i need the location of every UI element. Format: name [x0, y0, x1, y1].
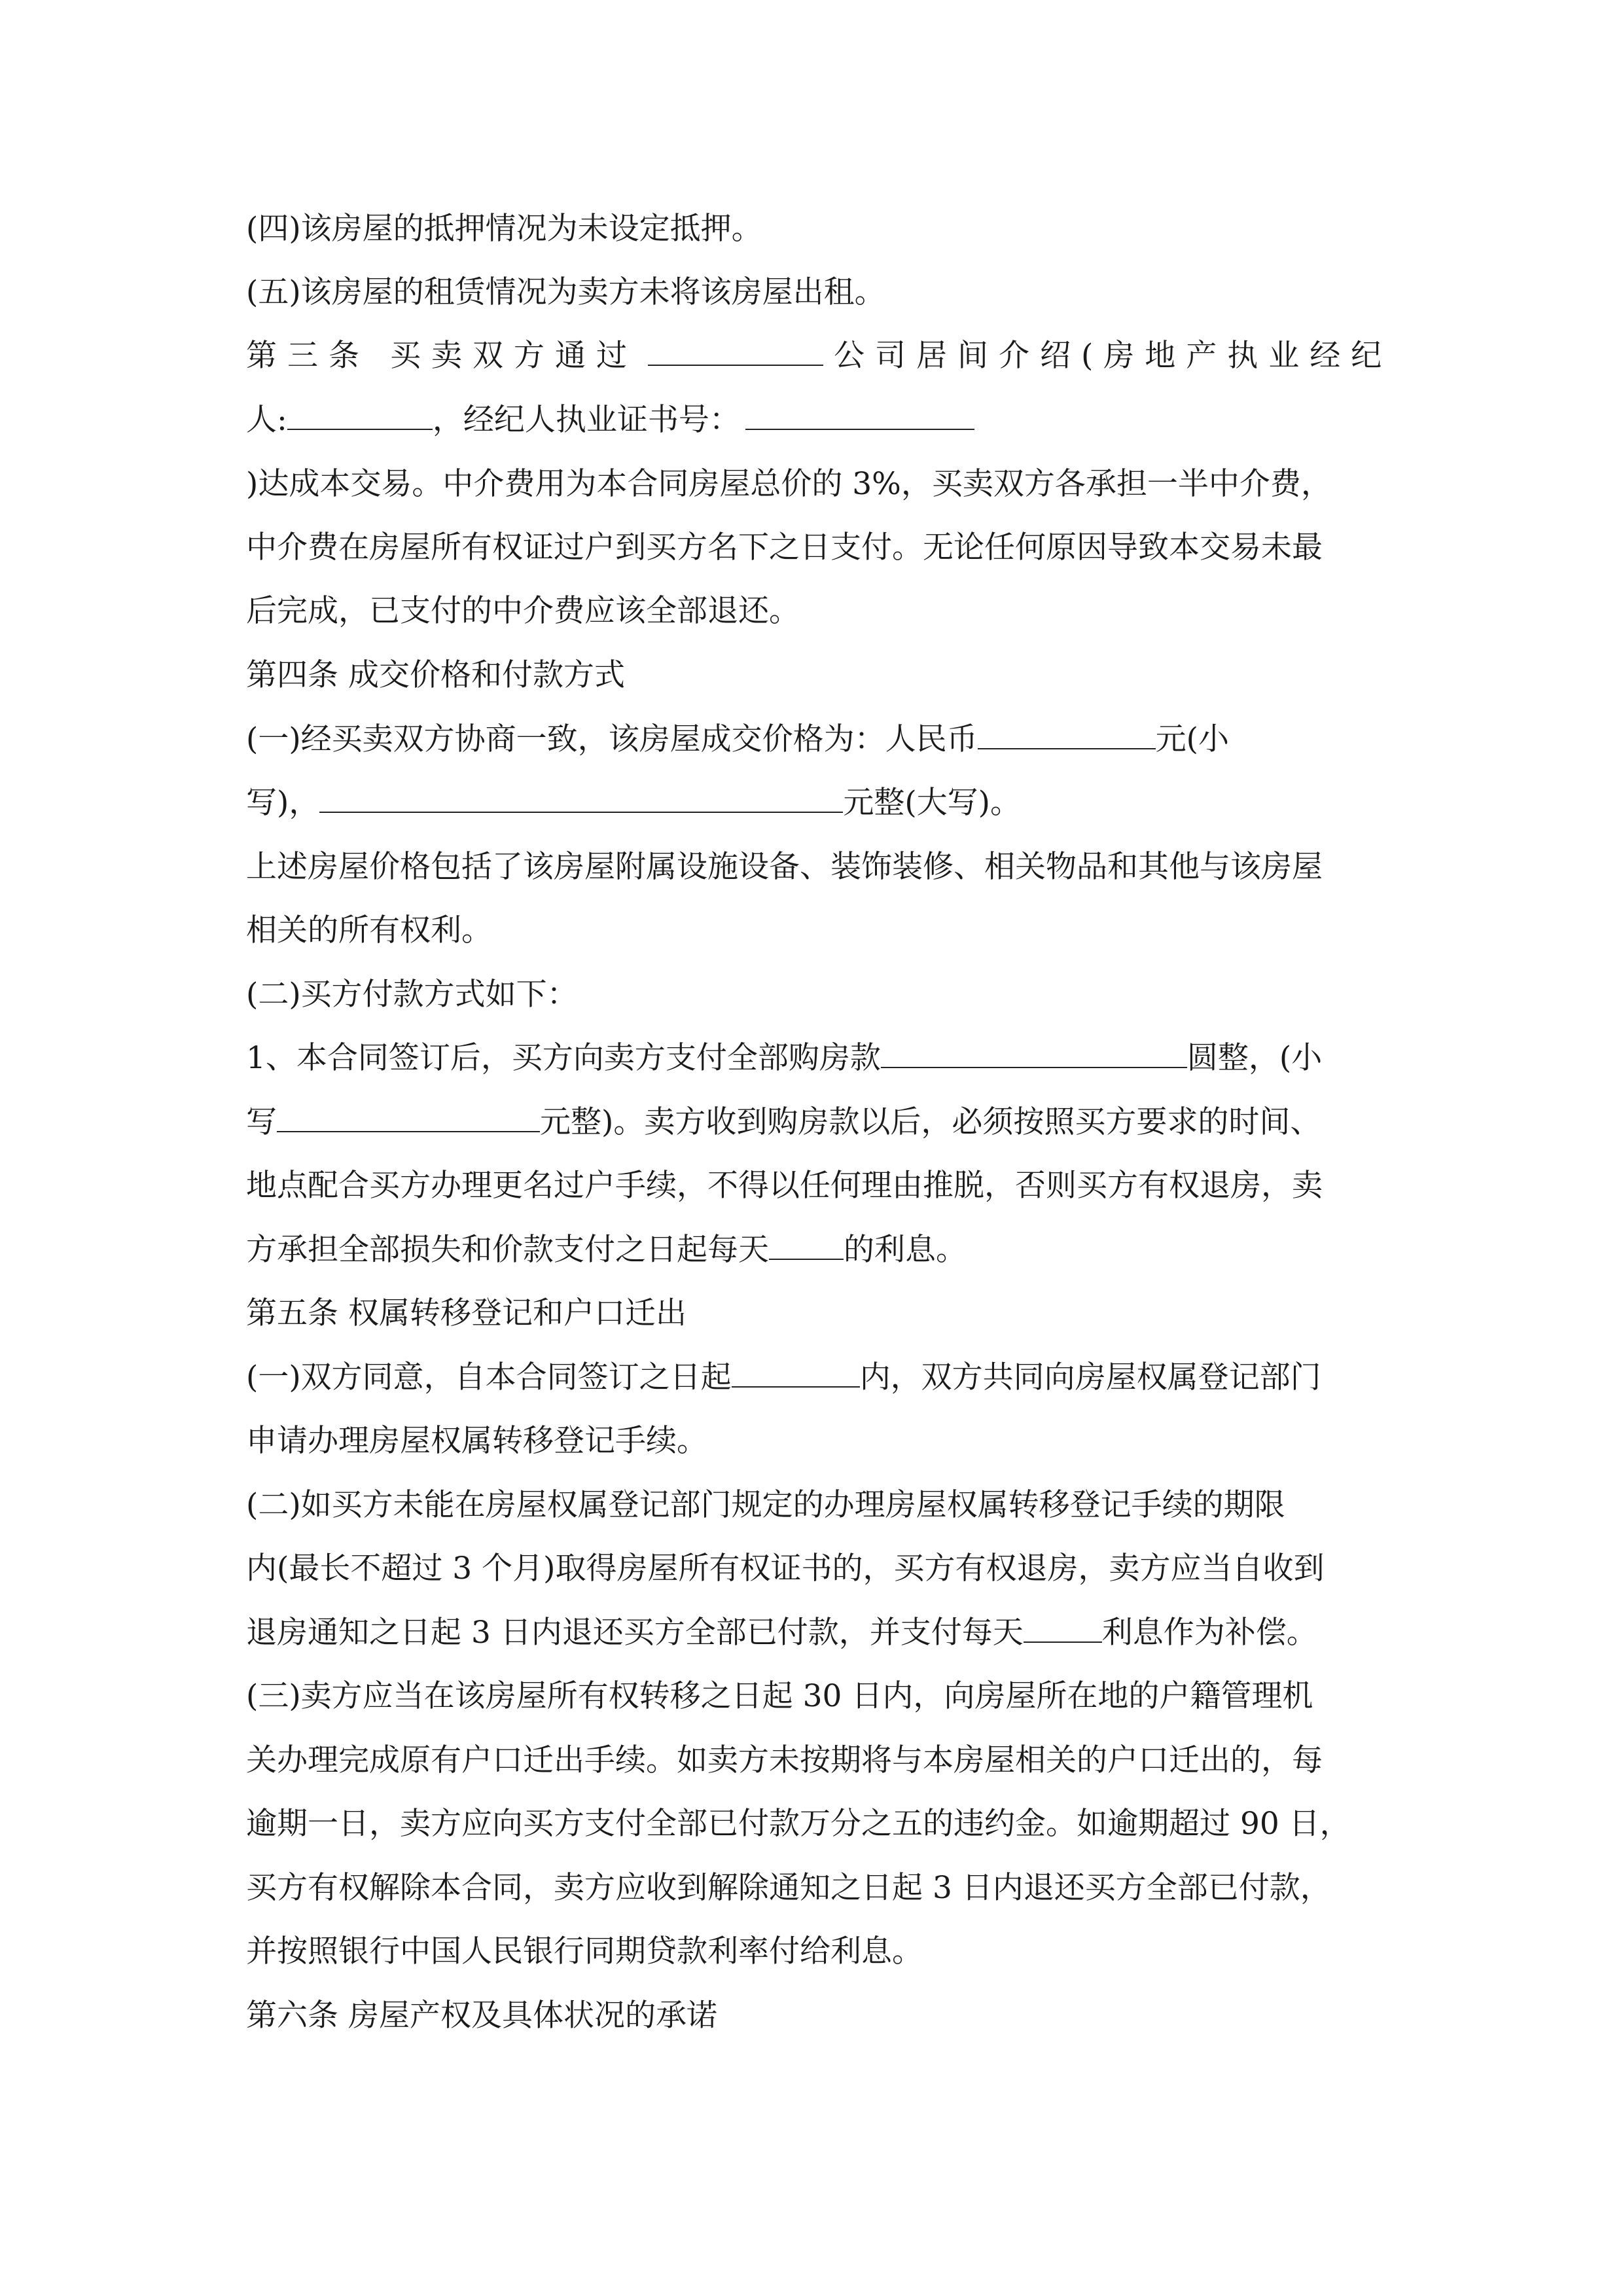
clause-5-heading: [246, 1294, 687, 1333]
text: 地点配合买方办理更名过户手续，不得以任何理由推脱，否则买方有权退房，卖: [246, 1168, 1323, 1204]
text: )达成本交易。中介费用为本合同房屋总价的 3%，买卖双方各承担一半中介费，: [246, 466, 1332, 502]
text: 第三条 买卖双方通过: [246, 338, 637, 374]
clause-4-note-line-2: [246, 911, 492, 950]
text: (一)双方同意，自本合同签订之日起: [246, 1359, 732, 1395]
clause-2-item-4: [246, 209, 762, 249]
text: (四)该房屋的抵押情况为未设定抵押。: [246, 211, 762, 247]
text: 元(小: [1155, 721, 1230, 757]
interest-rate-blank: [769, 1232, 844, 1260]
text: 第六条 房屋产权及具体状况的承诺: [246, 1998, 717, 2034]
text: (三)卖方应当在该房屋所有权转移之日起 30 日内，向房屋所在地的户籍管理机: [246, 1678, 1313, 1714]
text: 内，双方共同向房屋权属登记部门: [859, 1359, 1321, 1395]
text: 利息作为补偿。: [1101, 1615, 1317, 1651]
clause-4-item-2: [246, 975, 578, 1014]
clause-5-item-2-line-3: [246, 1613, 1317, 1653]
agent-name-blank: [287, 403, 433, 430]
clause-5-item-3-line-3: [246, 1804, 1351, 1844]
price-small-blank: [978, 722, 1156, 749]
text: 相关的所有权利。: [246, 912, 492, 948]
clause-4-note-line-1: [246, 848, 1323, 887]
clause-4-item-1-line-2: [246, 783, 1021, 823]
text: 圆整，(小: [1186, 1040, 1323, 1076]
text: 元整(大写)。: [843, 785, 1022, 821]
clause-3-line-1: [246, 336, 1392, 376]
text: 人:: [246, 402, 287, 438]
payment-small-blank: [277, 1105, 540, 1132]
text: ，经纪人执业证书号：: [432, 402, 740, 438]
text: 方承担全部损失和价款支付之日起每天: [246, 1232, 769, 1268]
text: 公司居间介绍(房地产执业经纪: [833, 338, 1393, 374]
text: 写)，: [246, 785, 320, 821]
clause-3-line-4: [246, 528, 1323, 567]
text: 写: [246, 1104, 277, 1140]
text: 逾期一日，卖方应向买方支付全部已付款万分之五的违约金。如逾期超过 90 日，: [246, 1806, 1351, 1842]
text: (五)该房屋的租赁情况为卖方未将该房屋出租。: [246, 274, 885, 310]
clause-5-item-3-line-1: [246, 1677, 1313, 1716]
clause-5-item-3-line-2: [246, 1741, 1323, 1780]
text: 中介费在房屋所有权证过户到买方名下之日支付。无论任何原因导致本交易未最: [246, 529, 1323, 565]
clause-5-item-2-line-1: [246, 1486, 1285, 1525]
clause-3-line-3: [246, 465, 1332, 504]
clause-5-item-2-line-2: [246, 1549, 1324, 1588]
clause-4-item-1-line-1: [246, 720, 1229, 759]
clause-5-item-3-line-5: [246, 1932, 923, 1971]
text: 第五条 权属转移登记和户口迁出: [246, 1295, 687, 1331]
text: (二)买方付款方式如下：: [246, 977, 578, 1013]
price-capital-blank: [319, 785, 843, 813]
payment-line-4: [246, 1230, 967, 1270]
clause-5-item-1-line-2: [246, 1422, 707, 1461]
text: 退房通知之日起 3 日内退还买方全部已付款，并支付每天: [246, 1615, 1024, 1651]
text: 第四条 成交价格和付款方式: [246, 657, 625, 693]
clause-3-line-5: [246, 592, 800, 631]
text: 并按照银行中国人民银行同期贷款利率付给利息。: [246, 1933, 923, 1969]
clause-3-line-2: [246, 401, 974, 440]
compensation-interest-blank: [1024, 1615, 1102, 1643]
registration-period-blank: [732, 1360, 860, 1388]
clause-4-heading: [246, 656, 625, 695]
text: 申请办理房屋权属转移登记手续。: [246, 1423, 707, 1459]
agent-license-blank: [745, 403, 974, 430]
clause-2-item-5: [246, 273, 885, 312]
clause-6-heading: [246, 1996, 717, 2036]
payment-amount-blank: [881, 1041, 1187, 1068]
text: 后完成，已支付的中介费应该全部退还。: [246, 593, 800, 629]
text: 1、本合同签订后，买方向卖方支付全部购房款: [246, 1040, 881, 1076]
clause-5-item-3-line-4: [246, 1869, 1331, 1908]
text: (二)如买方未能在房屋权属登记部门规定的办理房屋权属转移登记手续的期限: [246, 1487, 1285, 1523]
text: 上述房屋价格包括了该房屋附属设施设备、装饰装修、相关物品和其他与该房屋: [246, 849, 1323, 885]
agency-company-blank: [648, 338, 823, 366]
text: 关办理完成原有户口迁出手续。如卖方未按期将与本房屋相关的户口迁出的，每: [246, 1742, 1323, 1778]
text: 内(最长不超过 3 个月)取得房屋所有权证书的，买方有权退房，卖方应当自收到: [246, 1551, 1325, 1587]
text: (一)经买卖双方协商一致，该房屋成交价格为：人民币: [246, 721, 978, 757]
payment-line-3: [246, 1166, 1323, 1206]
clause-5-item-1-line-1: [246, 1358, 1321, 1397]
text: 买方有权解除本合同，卖方应收到解除通知之日起 3 日内退还买方全部已付款，: [246, 1870, 1331, 1906]
payment-line-1: [246, 1039, 1322, 1078]
payment-line-2: [246, 1103, 1321, 1142]
text: 的利息。: [844, 1232, 967, 1268]
text: 元整)。卖方收到购房款以后，必须按照买方要求的时间、: [540, 1104, 1321, 1140]
